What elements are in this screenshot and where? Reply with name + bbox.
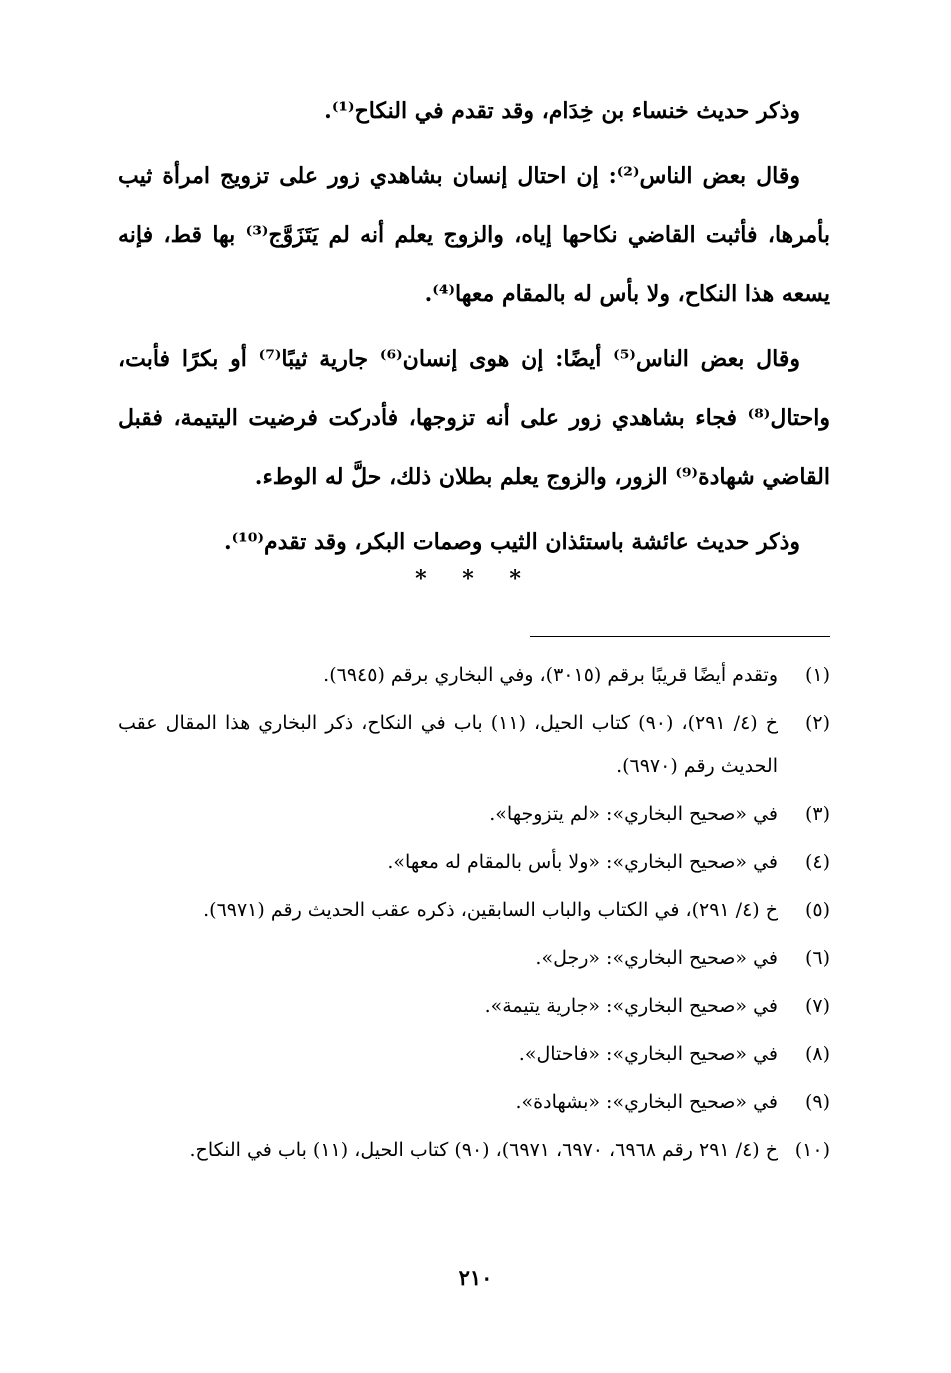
paragraph-2: وقال بعض الناس⁽²⁾: إن احتال إنسان بشاهدي زور على تزويج امرأة ثيب بأمرها، فأثبت القاضي نكاحها إياه، والزوج يعلم أنه لم يَتَزَوَّج⁽³⁾ بها قط، فإنه يسعه هذا النكاح، ولا بأس له بالمقام معها⁽⁴⁾. <box>118 163 830 307</box>
section-separator: * * * <box>415 566 535 592</box>
footnote-text: في «صحيح البخاري»: «رجل». <box>535 947 778 969</box>
footnote-5 <box>118 889 830 932</box>
footnote-number: (٩) <box>804 1091 830 1113</box>
footnote-number: (٤) <box>804 851 830 873</box>
footnote-text: خ (٤/ ٢٩١)، في الكتاب والباب السابقين، ذكره عقب الحديث رقم (٦٩٧١). <box>203 899 778 921</box>
footnote-text: في «صحيح البخاري»: «جارية يتيمة». <box>484 995 778 1017</box>
footnote-number: (١٠) <box>794 1139 830 1161</box>
footnote-number: (٦) <box>804 947 830 969</box>
footnote-text: خ (٤/ ٢٩١ رقم ٦٩٦٨، ٦٩٧٠، ٦٩٧١)، (٩٠) كتاب الحيل، (١١) باب في النكاح. <box>189 1139 778 1161</box>
page-number: ٢١٠ <box>458 1265 493 1290</box>
footnote-1 <box>118 654 830 697</box>
footnote-6 <box>118 937 830 980</box>
footnote-2 <box>118 702 830 788</box>
footnote-number: (٣) <box>804 803 830 825</box>
footnote-text: خ (٤/ ٢٩١)، (٩٠) كتاب الحيل، (١١) باب في النكاح، ذكر البخاري هذا المقال عقب الحديث رقم (٦٩٧٠). <box>118 712 778 777</box>
footnote-9 <box>118 1081 830 1124</box>
footnote-7 <box>118 985 830 1028</box>
footnote-10 <box>118 1129 830 1172</box>
footnote-text: في «صحيح البخاري»: «لم يتزوجها». <box>489 803 778 825</box>
footnote-number: (٧) <box>804 995 830 1017</box>
footnote-8 <box>118 1033 830 1076</box>
main-text <box>118 82 830 572</box>
footnote-text: وتقدم أيضًا قريبًا برقم (٣٠١٥)، وفي البخاري برقم (٦٩٤٥). <box>323 664 778 686</box>
footnote-number: (١) <box>804 664 830 686</box>
footnote-text: في «صحيح البخاري»: «ولا بأس بالمقام له معها». <box>387 851 778 873</box>
footnote-divider <box>530 636 830 637</box>
footnote-text: في «صحيح البخاري»: «فاحتال». <box>518 1043 778 1065</box>
footnote-number: (٥) <box>804 899 830 921</box>
paragraph-4: وذكر حديث عائشة باستئذان الثيب وصمات البكر، وقد تقدم⁽¹⁰⁾. <box>223 529 800 555</box>
footnotes <box>118 654 830 1172</box>
footnote-number: (٢) <box>804 712 830 734</box>
footnote-number: (٨) <box>804 1043 830 1065</box>
paragraph-3: وقال بعض الناس⁽⁵⁾ أيضًا: إن هوى إنسان⁽⁶⁾ جارية ثيبًا⁽⁷⁾ أو بكرًا فأبت، واحتال⁽⁸⁾ فجاء بشاهدي زور على أنه تزوجها، فأدركت فرضيت اليتيمة، فقبل القاضي شهادة⁽⁹⁾ الزور، والزوج يعلم بطلان ذلك، حلَّ له الوطء. <box>118 346 830 490</box>
paragraph-1: وذكر حديث خنساء بن خِدَام، وقد تقدم في النكاح⁽¹⁾. <box>324 98 800 124</box>
footnote-3 <box>118 793 830 836</box>
footnote-4 <box>118 841 830 884</box>
footnote-text: في «صحيح البخاري»: «بشهادة». <box>515 1091 778 1113</box>
